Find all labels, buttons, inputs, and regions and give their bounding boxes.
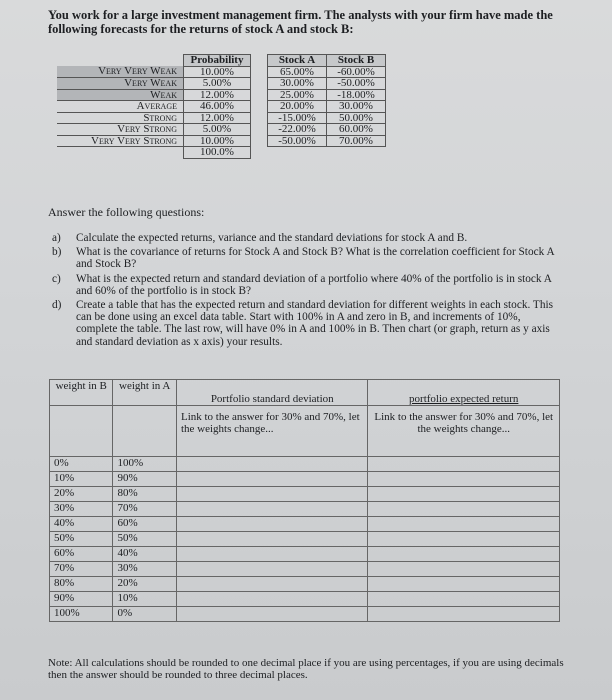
scenario-label: Very Very Weak xyxy=(57,66,184,78)
weight-row xyxy=(50,517,560,532)
weight-b-value: 60% xyxy=(50,547,113,562)
scenario-label: Average xyxy=(57,101,184,113)
weight-b-value: 100% xyxy=(50,607,113,622)
question-text: Calculate the expected returns, variance and the standard deviations for stock A and B. xyxy=(76,232,468,244)
scenario-label: Weak xyxy=(57,89,184,101)
forecast-row xyxy=(57,78,386,90)
forecast-row xyxy=(57,101,386,113)
probability-value: 10.00% xyxy=(184,135,251,147)
weight-b-value: 40% xyxy=(50,517,113,532)
probability-value: 12.00% xyxy=(184,89,251,101)
header-stock-b: Stock B xyxy=(327,55,386,67)
question-text: Create a table that has the expected return and standard deviation for different weights in each stock. This can be done using an excel data table. Start with 100% in A and zero in B, and increments of 10%, complete the table. The last row, will have 0% in A and 100% in B. Then chart (or graph, return as y axis and standard deviation as x axis) your results. xyxy=(76,299,554,348)
question-list xyxy=(52,232,564,350)
header-stock-a: Stock A xyxy=(268,55,327,67)
question-label: b) xyxy=(52,246,62,259)
link-std-cell[interactable]: Link to the answer for 30% and 70%, let the weights change... xyxy=(176,406,368,457)
forecast-row xyxy=(57,89,386,101)
weight-b-value: 70% xyxy=(50,562,113,577)
weight-row xyxy=(50,532,560,547)
header-weight-b: weight in B xyxy=(50,380,113,406)
question-item xyxy=(52,299,564,348)
scenario-label: Very Very Strong xyxy=(57,135,184,147)
forecast-row xyxy=(57,66,386,78)
weight-a-value: 10% xyxy=(113,592,176,607)
weight-b-value: 90% xyxy=(50,592,113,607)
link-return-cell[interactable]: Link to the answer for 30% and 70%, let the weights change... xyxy=(368,406,560,457)
weight-row xyxy=(50,502,560,517)
header-portfolio-std: Portfolio standard deviation xyxy=(176,380,368,406)
stock-a-value: -50.00% xyxy=(268,135,327,147)
scenario-label: Very Weak xyxy=(57,78,184,90)
weight-b-value: 50% xyxy=(50,532,113,547)
stock-b-value: 70.00% xyxy=(327,135,386,147)
weight-a-value: 50% xyxy=(113,532,176,547)
probability-value: 46.00% xyxy=(184,101,251,113)
stock-a-value: 25.00% xyxy=(268,89,327,101)
probability-value: 5.00% xyxy=(184,78,251,90)
weight-row xyxy=(50,547,560,562)
question-item xyxy=(52,273,564,297)
forecast-row xyxy=(57,112,386,124)
stock-a-value: -22.00% xyxy=(268,124,327,136)
weight-row xyxy=(50,607,560,622)
stock-b-value: -50.00% xyxy=(327,78,386,90)
weight-a-value: 40% xyxy=(113,547,176,562)
probability-total: 100.0% xyxy=(184,147,251,159)
intro-text: You work for a large investment management firm. The analysts with your firm have made the following forecasts for the returns of stock A and stock B: xyxy=(48,8,553,36)
weight-row xyxy=(50,562,560,577)
stock-b-value: 60.00% xyxy=(327,124,386,136)
portfolio-link-row xyxy=(50,406,560,457)
probability-value: 5.00% xyxy=(184,124,251,136)
stock-b-value: -18.00% xyxy=(327,89,386,101)
weight-row xyxy=(50,457,560,472)
weight-b-value: 30% xyxy=(50,502,113,517)
stock-b-value: 50.00% xyxy=(327,112,386,124)
header-probability: Probability xyxy=(184,55,251,67)
stock-a-value: 65.00% xyxy=(268,66,327,78)
forecast-row xyxy=(57,124,386,136)
stock-a-value: -15.00% xyxy=(268,112,327,124)
weight-a-value: 0% xyxy=(113,607,176,622)
weight-b-value: 10% xyxy=(50,472,113,487)
weight-row xyxy=(50,472,560,487)
weight-a-value: 100% xyxy=(113,457,176,472)
probability-value: 10.00% xyxy=(184,66,251,78)
weight-row xyxy=(50,577,560,592)
portfolio-table xyxy=(49,379,560,622)
questions-heading: Answer the following questions: xyxy=(48,205,205,219)
weight-a-value: 30% xyxy=(113,562,176,577)
portfolio-header-row xyxy=(50,380,560,406)
forecast-row xyxy=(57,135,386,147)
stock-b-value: -60.00% xyxy=(327,66,386,78)
weight-row xyxy=(50,592,560,607)
weight-row xyxy=(50,487,560,502)
stock-b-value: 30.00% xyxy=(327,101,386,113)
rounding-note: Note: All calculations should be rounded to one decimal place if you are using percentages, if you are using decimals then the answer should be rounded to three decimal places. xyxy=(48,657,564,681)
question-text: What is the expected return and standard deviation of a portfolio where 40% of the portfolio is in stock A and 60% of the portfolio is in stock B? xyxy=(76,272,552,297)
header-weight-a: weight in A xyxy=(113,380,176,406)
question-label: d) xyxy=(52,299,62,312)
scenario-label: Very Strong xyxy=(57,124,184,136)
question-item xyxy=(52,232,564,244)
question-text: What is the covariance of returns for Stock A and Stock B? What is the correlation coefficient for Stock A and Stock B? xyxy=(76,246,554,271)
header-portfolio-return: portfolio expected return xyxy=(368,380,560,406)
question-item xyxy=(52,246,564,270)
weight-a-value: 80% xyxy=(113,487,176,502)
probability-value: 12.00% xyxy=(184,112,251,124)
weight-a-value: 70% xyxy=(113,502,176,517)
weight-a-value: 90% xyxy=(113,472,176,487)
stock-a-value: 30.00% xyxy=(268,78,327,90)
weight-a-value: 60% xyxy=(113,517,176,532)
forecast-table xyxy=(57,54,386,159)
weight-b-value: 80% xyxy=(50,577,113,592)
weight-b-value: 0% xyxy=(50,457,113,472)
weight-a-value: 20% xyxy=(113,577,176,592)
stock-a-value: 20.00% xyxy=(268,101,327,113)
forecast-total-row xyxy=(57,147,386,159)
question-label: c) xyxy=(52,272,61,285)
scenario-label: Strong xyxy=(57,112,184,124)
weight-b-value: 20% xyxy=(50,487,113,502)
question-label: a) xyxy=(52,232,61,244)
